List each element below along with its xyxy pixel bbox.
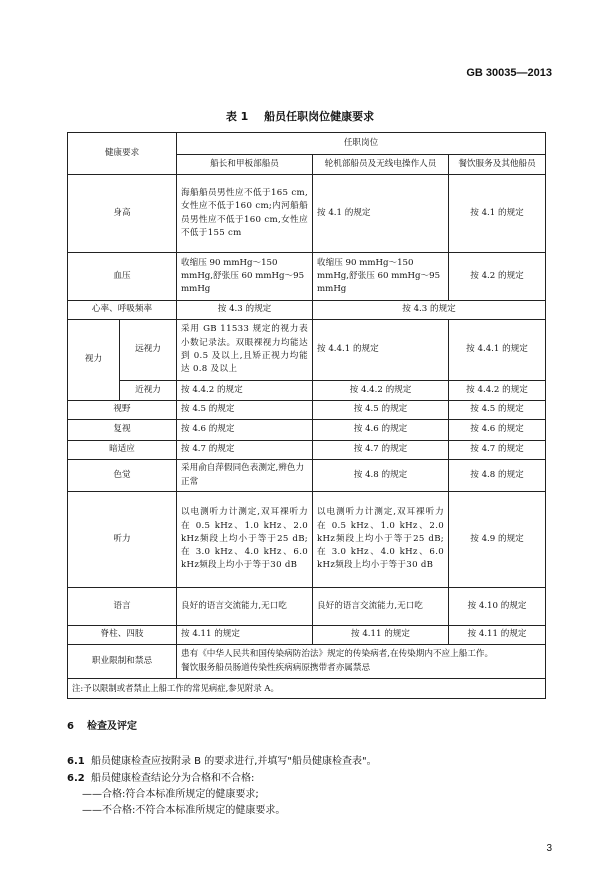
table-row [68, 175, 546, 253]
table-caption [0, 108, 600, 124]
clause-6-1 [67, 752, 377, 767]
row-label-heart-rate: 心率、呼吸频率 [68, 301, 177, 320]
row-label-near-vision: 近视力 [120, 381, 177, 401]
cell-speech-engine: 良好的语言交流能力,无口吃 [313, 588, 449, 626]
cell-occupational-restriction [177, 645, 546, 679]
row-label-spine-limbs: 脊柱、四肢 [68, 626, 177, 645]
section-heading [67, 717, 137, 732]
cell-near-vision-engine: 按 4.4.2 的规定 [313, 381, 449, 401]
header-catering-other-crew: 餐饮服务及其他船员 [449, 155, 546, 175]
table-row [68, 588, 546, 626]
cell-spine-deck: 按 4.11 的规定 [177, 626, 313, 645]
list-item-unqualified: ——不合格:不符合本标准所规定的健康要求。 [82, 805, 286, 816]
table-row [68, 253, 546, 301]
row-label-speech: 语言 [68, 588, 177, 626]
header-deck-crew: 船长和甲板部船员 [177, 155, 313, 175]
cell-height-catering: 按 4.1 的规定 [449, 175, 546, 253]
standard-code: GB 30035—2013 [466, 67, 552, 79]
cell-diplopia-deck: 按 4.6 的规定 [177, 420, 313, 441]
row-label-far-vision: 远视力 [120, 320, 177, 381]
caption-title: 船员任职岗位健康要求 [264, 110, 375, 123]
restriction-line-1: 患有《中华人民共和国传染病防治法》规定的传染病者,在传染期内不应上船工作。 [181, 649, 494, 660]
cell-field-engine: 按 4.5 的规定 [313, 401, 449, 420]
table-note-row [68, 679, 546, 699]
row-label-visual-field: 视野 [68, 401, 177, 420]
cell-height-engine: 按 4.1 的规定 [313, 175, 449, 253]
clause-number: 6.1 [67, 756, 85, 767]
row-label-occupational-restriction: 职业限制和禁忌 [68, 645, 177, 679]
cell-hr-deck: 按 4.3 的规定 [177, 301, 313, 320]
list-item-qualified: ——合格:符合本标准所规定的健康要求; [82, 789, 259, 800]
header-engine-radio-crew: 轮机部船员及无线电操作人员 [313, 155, 449, 175]
cell-dark-catering: 按 4.7 的规定 [449, 441, 546, 460]
cell-field-catering: 按 4.5 的规定 [449, 401, 546, 420]
cell-far-vision-catering: 按 4.4.1 的规定 [449, 320, 546, 381]
cell-far-vision-deck: 采用 GB 11533 规定的视力表小数记录法。双眼裸视力均能达到 0.5 及以上,且矫正视力均能达 0.8 及以上 [177, 320, 313, 381]
caption-number: 表 1 [225, 110, 249, 123]
cell-dark-deck: 按 4.7 的规定 [177, 441, 313, 460]
cell-bp-engine: 收缩压 90 mmHg～150 mmHg,舒张压 60 mmHg～95 mmHg [313, 253, 449, 301]
table-row [68, 420, 546, 441]
row-label-dark-adaptation: 暗适应 [68, 441, 177, 460]
cell-speech-catering: 按 4.10 的规定 [449, 588, 546, 626]
cell-near-vision-deck: 按 4.4.2 的规定 [177, 381, 313, 401]
table-row [68, 460, 546, 492]
section-title: 检查及评定 [87, 721, 137, 732]
cell-diplopia-engine: 按 4.6 的规定 [313, 420, 449, 441]
cell-bp-deck: 收缩压 90 mmHg～150 mmHg,舒张压 60 mmHg～95 mmHg [177, 253, 313, 301]
table-row [68, 401, 546, 420]
cell-hearing-catering: 按 4.9 的规定 [449, 492, 546, 588]
table-row [68, 626, 546, 645]
clause-number: 6.2 [67, 773, 85, 784]
cell-hearing-engine: 以电测听力计测定,双耳裸听力在 0.5 kHz、1.0 kHz、2.0 kHz频段上均小于等于25 dB;在 3.0 kHz、4.0 kHz、6.0 kHz频段上均小于等于30 dB [313, 492, 449, 588]
row-label-height: 身高 [68, 175, 177, 253]
cell-hearing-deck: 以电测听力计测定,双耳裸听力在 0.5 kHz、1.0 kHz、2.0 kHz频段上均小于等于25 dB;在 3.0 kHz、4.0 kHz、6.0 kHz频段上均小于等于30 dB [177, 492, 313, 588]
row-label-diplopia: 复视 [68, 420, 177, 441]
table-row [68, 320, 546, 381]
cell-spine-catering: 按 4.11 的规定 [449, 626, 546, 645]
row-label-vision: 视力 [68, 320, 120, 401]
cell-spine-engine: 按 4.11 的规定 [313, 626, 449, 645]
cell-field-deck: 按 4.5 的规定 [177, 401, 313, 420]
cell-hr-merged: 按 4.3 的规定 [313, 301, 546, 320]
cell-near-vision-catering: 按 4.4.2 的规定 [449, 381, 546, 401]
row-label-hearing: 听力 [68, 492, 177, 588]
cell-dark-engine: 按 4.7 的规定 [313, 441, 449, 460]
header-health-requirement: 健康要求 [68, 133, 177, 175]
table-row [68, 492, 546, 588]
clause-6-2 [67, 769, 254, 784]
row-label-color-vision: 色觉 [68, 460, 177, 492]
table-row [68, 301, 546, 320]
cell-far-vision-engine: 按 4.4.1 的规定 [313, 320, 449, 381]
cell-diplopia-catering: 按 4.6 的规定 [449, 420, 546, 441]
cell-color-catering: 按 4.8 的规定 [449, 460, 546, 492]
cell-bp-catering: 按 4.2 的规定 [449, 253, 546, 301]
cell-color-deck: 采用俞自萍假同色表测定,辨色力正常 [177, 460, 313, 492]
row-label-blood-pressure: 血压 [68, 253, 177, 301]
section-number: 6 [67, 721, 74, 732]
page-number: 3 [546, 843, 552, 854]
cell-color-engine: 按 4.8 的规定 [313, 460, 449, 492]
table-note: 注:予以限制或者禁止上船工作的常见病症,参见附录 A。 [68, 679, 546, 699]
clause-text: 船员健康检查结论分为合格和不合格: [91, 773, 255, 784]
table-row [68, 645, 546, 679]
table-row [68, 381, 546, 401]
restriction-line-2: 餐饮服务船员肠道传染性疾病病原携带者亦属禁忌 [181, 662, 371, 673]
cell-speech-deck: 良好的语言交流能力,无口吃 [177, 588, 313, 626]
table-row [68, 441, 546, 460]
clause-text: 船员健康检查应按附录 B 的要求进行,并填写"船员健康检查表"。 [91, 756, 377, 767]
header-position-group: 任职岗位 [177, 133, 546, 155]
health-requirements-table [67, 132, 546, 699]
cell-height-deck: 海船船员男性应不低于165 cm,女性应不低于160 cm;内河船船员男性应不低于160 cm,女性应不低于155 cm [177, 175, 313, 253]
